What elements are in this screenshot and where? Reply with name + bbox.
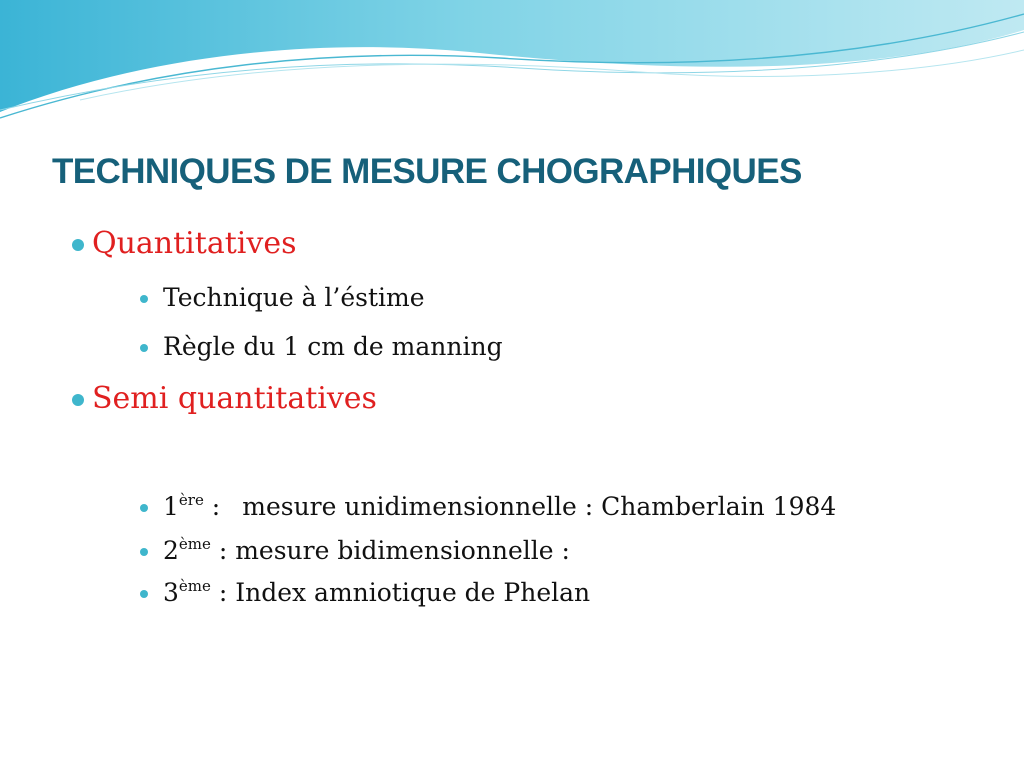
bullet-dot-icon: [72, 239, 84, 251]
ordinal-number: 1: [163, 492, 179, 521]
sub-bullet-manning: [140, 332, 503, 361]
bullet-text: Règle du 1 cm de manning: [163, 332, 503, 361]
sub-bullet-bidimensional: [140, 536, 570, 565]
bullet-semi-quantitatives: [72, 381, 377, 416]
bullet-dot-icon: [140, 295, 148, 303]
slide-title: TECHNIQUES DE MESURE CHOGRAPHIQUES: [52, 152, 802, 191]
sub-bullet-estime: [140, 283, 425, 312]
bullet-dot-icon: [140, 548, 148, 556]
item-text: : mesure bidimensionnelle :: [218, 536, 570, 565]
bullet-quantitatives: [72, 226, 296, 261]
ordinal-suffix: ème: [178, 577, 211, 595]
bullet-dot-icon: [140, 590, 148, 598]
item-text: mesure unidimensionnelle : Chamberlain 1984: [242, 492, 837, 521]
separator: :: [211, 492, 221, 521]
ordinal-number: 2: [163, 536, 179, 565]
bullet-dot-icon: [72, 394, 84, 406]
bullet-dot-icon: [140, 344, 148, 352]
bullet-text: Quantitatives: [92, 226, 297, 261]
bullet-text: [163, 492, 836, 521]
item-text: : Index amniotique de Phelan: [218, 578, 591, 607]
ordinal-suffix: ère: [178, 491, 204, 509]
bullet-text: [163, 578, 590, 607]
header-wave-decoration: [0, 0, 1024, 130]
bullet-text: Technique à l’éstime: [163, 283, 425, 312]
bullet-text: [163, 536, 570, 565]
ordinal-number: 3: [163, 578, 179, 607]
bullet-text: Semi quantitatives: [92, 381, 377, 416]
sub-bullet-unidimensional: [140, 492, 836, 521]
ordinal-suffix: ème: [178, 535, 211, 553]
bullet-dot-icon: [140, 504, 148, 512]
sub-bullet-amniotic-index: [140, 578, 590, 607]
